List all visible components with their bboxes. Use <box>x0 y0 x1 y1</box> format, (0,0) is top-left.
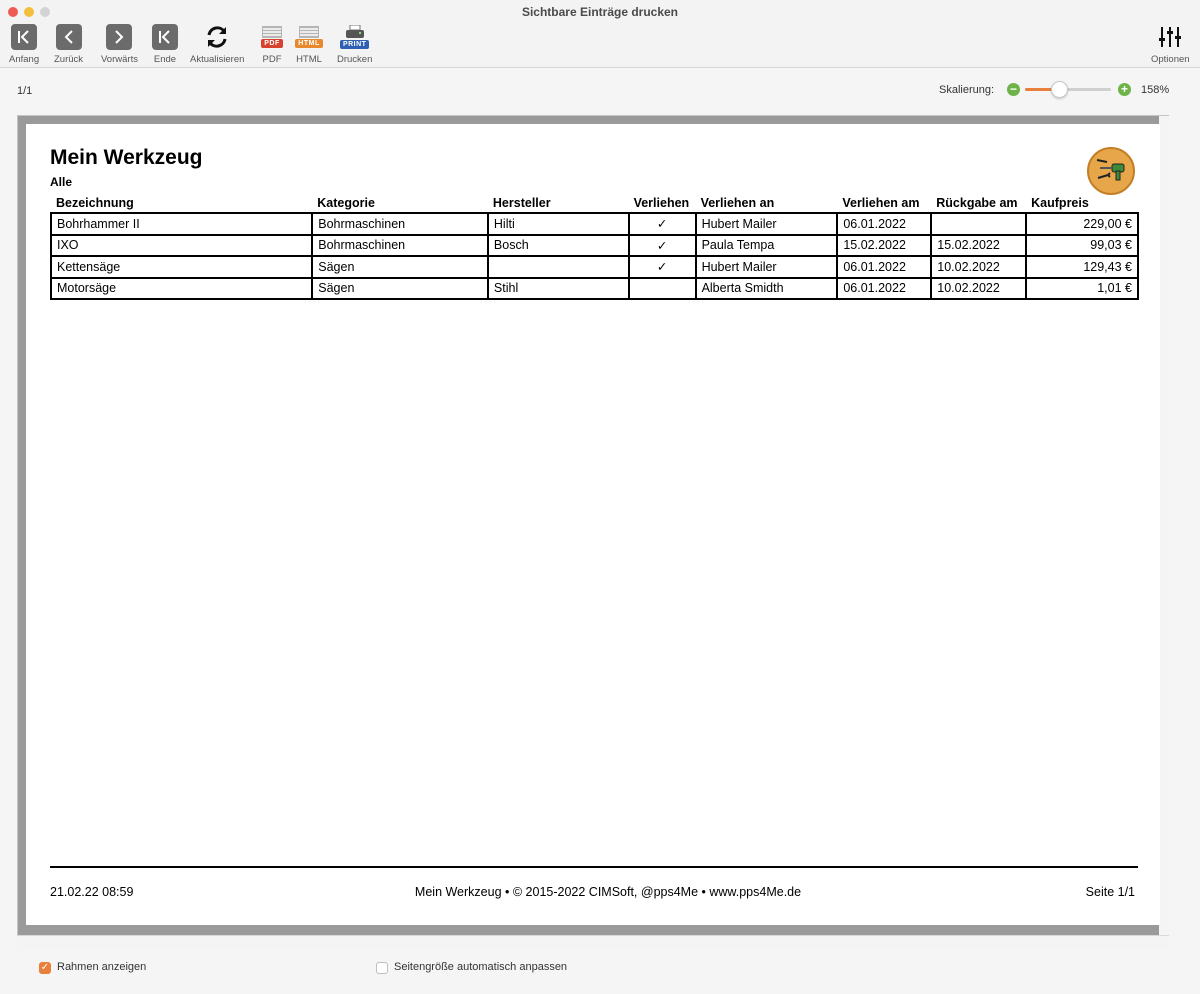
show-frame-checkbox[interactable] <box>39 962 51 974</box>
cell-price: 229,00 € <box>1026 213 1138 235</box>
sliders-icon <box>1157 24 1183 50</box>
minus-icon: − <box>1009 82 1017 96</box>
footer-copyright: Mein Werkzeug • © 2015-2022 CIMSoft, @pps4Me • www.pps4Me.de <box>414 885 802 899</box>
page-count: 1/1 <box>17 85 33 97</box>
zoom-value: 158% <box>1141 84 1170 96</box>
chevron-right-icon <box>106 24 132 50</box>
back-label: Zurück <box>54 54 84 65</box>
pdf-tag: PDF <box>261 39 283 48</box>
forward-label: Vorwärts <box>101 54 138 65</box>
html-icon <box>296 24 322 50</box>
cell-lent-to: Paula Tempa <box>696 235 838 257</box>
table-row <box>51 256 1138 278</box>
end-label: Ende <box>153 54 177 65</box>
cell-price: 1,01 € <box>1026 278 1138 300</box>
cell-price: 129,43 € <box>1026 256 1138 278</box>
column-header: Hersteller <box>492 196 551 210</box>
cell-returned-on: 15.02.2022 <box>931 235 1026 257</box>
cell-lent-to: Alberta Smidth <box>696 278 838 300</box>
checkmark-icon: ✓ <box>40 962 50 973</box>
window-title: Sichtbare Einträge drucken <box>521 5 679 19</box>
cell-lent-on: 06.01.2022 <box>837 256 931 278</box>
zoom-slider[interactable] <box>1025 88 1111 91</box>
bottom-bar <box>0 955 1200 994</box>
column-header: Verliehen an <box>700 196 775 210</box>
options-button[interactable] <box>1151 24 1190 65</box>
cell-lent-on: 06.01.2022 <box>837 278 931 300</box>
cell-lent: ✓ <box>629 235 696 257</box>
cell-manufacturer: Hilti <box>488 213 629 235</box>
last-page-icon <box>152 24 178 50</box>
cell-name: Kettensäge <box>51 256 312 278</box>
first-page-button[interactable] <box>9 24 39 65</box>
footer-divider <box>50 866 1138 868</box>
cell-lent: ✓ <box>629 256 696 278</box>
print-button[interactable] <box>337 24 372 65</box>
first-page-label: Anfang <box>9 54 40 65</box>
auto-size-label[interactable]: Seitengröße automatisch anpassen <box>394 961 568 973</box>
cell-manufacturer <box>488 256 629 278</box>
tools-logo-icon <box>1087 147 1135 195</box>
refresh-button[interactable] <box>190 24 244 65</box>
zoom-in-button[interactable] <box>1118 83 1131 96</box>
tools-table <box>50 194 1139 300</box>
cell-manufacturer: Bosch <box>488 235 629 257</box>
plus-icon: + <box>1120 82 1128 96</box>
cell-category: Bohrmaschinen <box>312 235 488 257</box>
report-title: Mein Werkzeug <box>50 146 203 169</box>
cell-category: Sägen <box>312 278 488 300</box>
first-page-icon <box>11 24 37 50</box>
print-label: Drucken <box>337 54 373 65</box>
cell-lent-to: Hubert Mailer <box>696 256 838 278</box>
forward-button[interactable] <box>101 24 138 65</box>
cell-name: IXO <box>51 235 312 257</box>
column-header: Kategorie <box>317 196 375 210</box>
cell-lent-on: 15.02.2022 <box>837 235 931 257</box>
cell-name: Motorsäge <box>51 278 312 300</box>
column-header: Bezeichnung <box>56 196 134 210</box>
refresh-icon <box>204 24 230 50</box>
cell-category: Sägen <box>312 256 488 278</box>
table-row <box>51 278 1138 300</box>
preview-subbar <box>0 69 1200 111</box>
vertical-scrollbar[interactable] <box>1159 116 1169 936</box>
cell-returned-on: 10.02.2022 <box>931 278 1026 300</box>
refresh-label: Aktualisieren <box>190 54 245 65</box>
footer-timestamp: 21.02.22 08:59 <box>50 885 134 899</box>
report-page <box>26 124 1160 925</box>
table-row <box>51 213 1138 235</box>
cell-lent: ✓ <box>629 213 696 235</box>
html-label: HTML <box>296 54 322 65</box>
column-header: Kaufpreis <box>1031 196 1089 210</box>
table-header-row <box>51 194 1138 213</box>
column-header: Verliehen <box>633 196 690 210</box>
zoom-slider-knob[interactable] <box>1051 81 1068 98</box>
printer-icon <box>342 24 368 50</box>
show-frame-label[interactable]: Rahmen anzeigen <box>57 961 147 973</box>
cell-lent-on: 06.01.2022 <box>837 213 931 235</box>
cell-lent-to: Hubert Mailer <box>696 213 838 235</box>
chevron-left-icon <box>56 24 82 50</box>
html-tag: HTML <box>295 39 322 48</box>
auto-size-checkbox[interactable] <box>376 962 388 974</box>
cell-returned-on <box>931 213 1026 235</box>
column-header: Rückgabe am <box>936 196 1018 210</box>
print-tag: PRINT <box>340 40 370 49</box>
zoom-out-button[interactable] <box>1007 83 1020 96</box>
pdf-label: PDF <box>262 54 282 65</box>
column-header: Verliehen am <box>842 196 920 210</box>
cell-manufacturer: Stihl <box>488 278 629 300</box>
horizontal-scrollbar[interactable] <box>17 935 1169 949</box>
cell-category: Bohrmaschinen <box>312 213 488 235</box>
cell-lent <box>629 278 696 300</box>
report-subtitle: Alle <box>50 175 73 189</box>
back-button[interactable] <box>54 24 83 65</box>
end-button[interactable] <box>152 24 178 65</box>
pdf-icon <box>259 24 285 50</box>
table-row <box>51 235 1138 257</box>
footer-page-number: Seite 1/1 <box>1085 885 1135 899</box>
html-button[interactable] <box>296 24 322 65</box>
cell-price: 99,03 € <box>1026 235 1138 257</box>
options-label: Optionen <box>1151 54 1190 65</box>
titlebar <box>0 0 1200 68</box>
scale-label: Skalierung: <box>939 84 995 96</box>
cell-name: Bohrhammer II <box>51 213 312 235</box>
pdf-button[interactable] <box>259 24 285 65</box>
cell-returned-on: 10.02.2022 <box>931 256 1026 278</box>
